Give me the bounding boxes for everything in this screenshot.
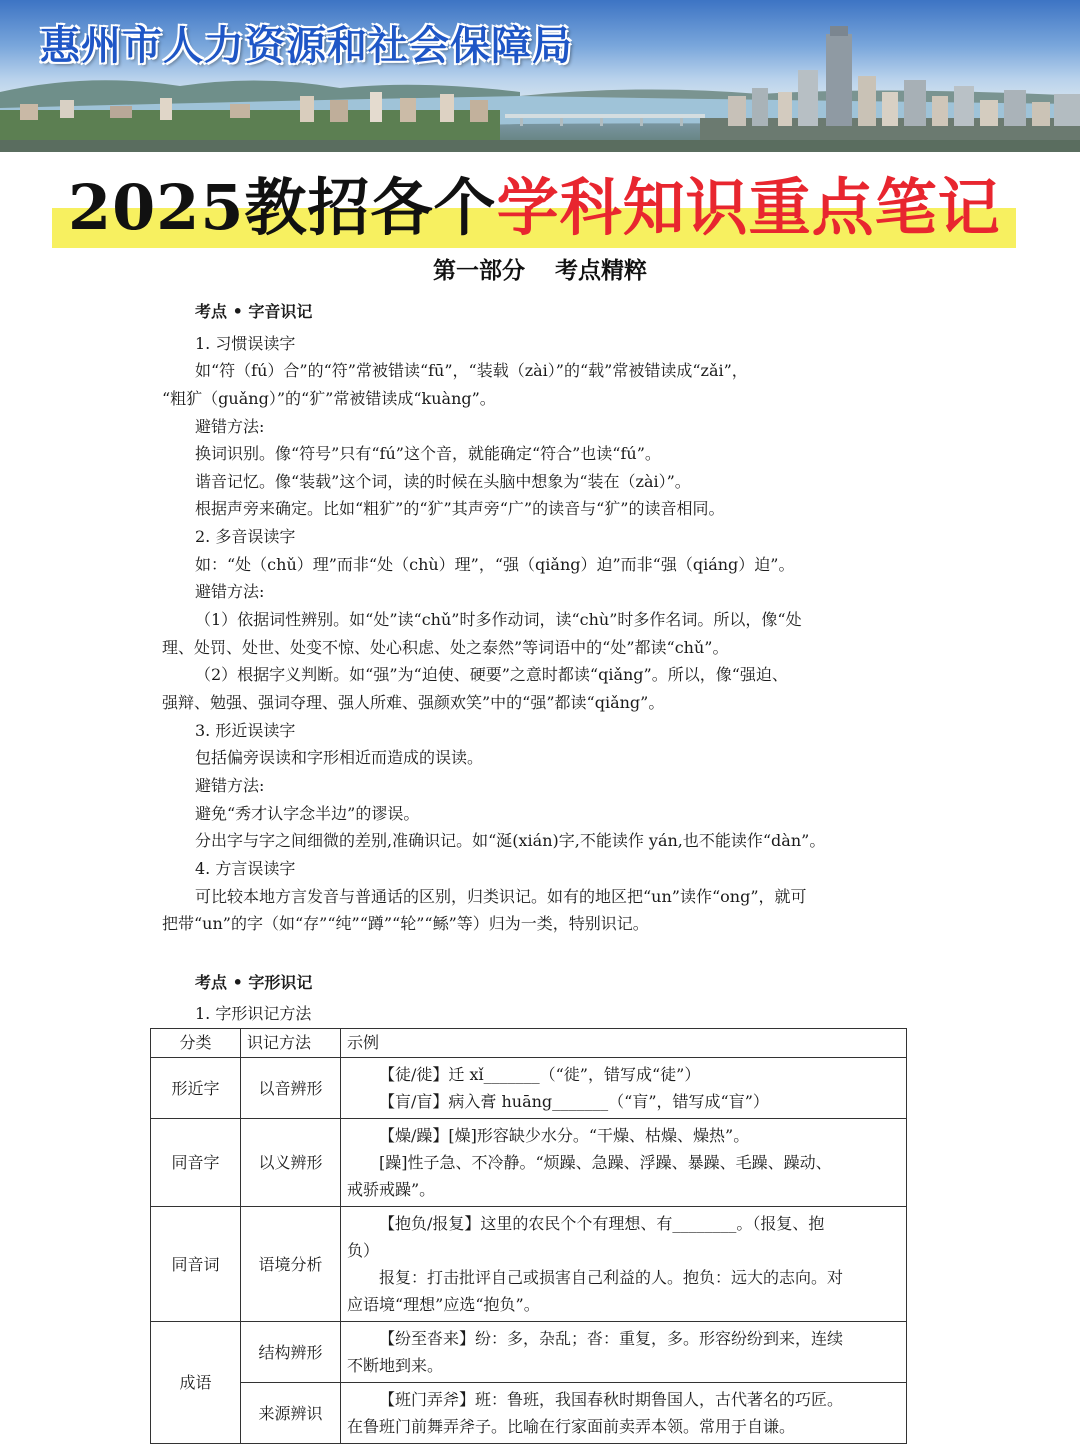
category-cell: 形近字 [151,1058,241,1119]
text-line: 理、处罚、处世、处变不惊、处心积虑、处之泰然”等词语中的“处”都读“chǔ”。 [162,638,729,657]
column-header: 分类 [151,1029,241,1058]
text-line: 包括偏旁误读和字形相近而造成的误读。 [195,748,484,767]
example-line: 【班门弄斧】班：鲁班，我国春秋时期鲁国人，古代著名的巧匠。 [379,1390,844,1409]
example-line: 在鲁班门前舞弄斧子。比喻在行家面前卖弄本领。常用于自谦。 [347,1417,796,1436]
method-cell: 语境分析 [241,1207,341,1322]
example-line: 应语境“理想”应选“抱负”。 [347,1295,540,1314]
text-line: “粗犷（guǎng）”的“犷”常被错读成“kuàng”。 [162,389,496,408]
table-caption: 1. 字形识记方法 [195,1004,312,1023]
example-cell [341,1119,907,1207]
section-heading: 考点 • 字音识记 [195,302,313,321]
category-cell: 成语 [151,1322,241,1444]
example-cell [341,1322,907,1383]
example-line: 报复：打击批评自己或损害自己利益的人。抱负：远大的志向。对 [379,1268,844,1287]
table-row [151,1322,907,1383]
text-line: 如“符（fú）合”的“符”常被错读“fū”，“装载（zài）”的“载”常被错读成“zǎi”， [195,361,748,380]
part-title [0,252,1080,285]
column-header: 识记方法 [241,1029,341,1058]
header-banner [0,0,1080,152]
section-heading: 考点 • 字形识记 [195,973,313,992]
example-line: 【纷至沓来】纷：多，杂乱；沓：重复，多。形容纷纷到来，连续 [379,1329,844,1348]
example-line: 【肓/盲】病入膏 huāng_______（“肓”，错写成“盲”） [379,1092,769,1111]
example-line: 【抱负/报复】这里的农民个个有理想、有________。（报复、抱 [379,1214,825,1233]
text-line: 谐音记忆。像“装载”这个词，读的时候在头脑中想象为“装在（zài）”。 [195,472,691,491]
table-row [151,1207,907,1322]
example-cell [341,1207,907,1322]
text-line: 如：“处（chǔ）理”而非“处（chù）理”，“强（qiǎng）迫”而非“强（qiáng）迫”。 [195,555,795,574]
text-line: （1）依据词性辨别。如“处”读“chǔ”时多作动词，读“chù”时多作名词。所以，像“处 [195,610,802,629]
text-line: 避免“秀才认字念半边”的谬误。 [195,804,420,823]
example-cell [341,1383,907,1444]
method-cell: 以义辨形 [241,1119,341,1207]
text-line: 2. 多音误读字 [195,527,296,546]
table-row [151,1383,907,1444]
text-line: 3. 形近误读字 [195,721,296,740]
method-cell: 以音辨形 [241,1058,341,1119]
text-line: 强辩、勉强、强词夺理、强人所难、强颜欢笑”中的“强”都读“qiǎng”。 [162,693,665,712]
table-header-row [151,1029,907,1058]
text-line: 可比较本地方言发音与普通话的区别，归类识记。如有的地区把“un”读作“ong”，就可 [195,887,807,906]
example-line: 负） [347,1241,380,1260]
text-line: 分出字与字之间细微的差别,准确识记。如“涎(xián)字,不能读作 yán,也不能读作“dàn”。 [195,831,826,850]
banner-title: 惠州市人力资源和社会保障局 [40,23,573,69]
text-line: 把带“un”的字（如“存”“纯”“蹲”“轮”“鲧”等）归为一类，特别识记。 [162,914,649,933]
part-name: 考点精粹 [555,258,647,284]
main-title-red: 学科知识重点笔记 [496,171,1001,244]
text-line: 避错方法: [195,582,265,601]
example-line: 戒骄戒躁”。 [347,1180,436,1199]
category-cell: 同音字 [151,1119,241,1207]
text-line: 避错方法: [195,417,265,436]
column-header: 示例 [341,1029,907,1058]
glyph-methods-table [150,1028,907,1444]
text-line: 换词识别。像“符号”只有“fú”这个音，就能确定“符合”也读“fú”。 [195,444,661,463]
text-line: 1. 习惯误读字 [195,334,296,353]
text-line: 4. 方言误读字 [195,859,296,878]
example-line: 【燥/躁】[燥]形容缺少水分。“干燥、枯燥、燥热”。 [379,1126,750,1145]
category-cell: 同音词 [151,1207,241,1322]
text-line: 根据声旁来确定。比如“粗犷”的“犷”其声旁“广”的读音与“犷”的读音相同。 [195,499,725,518]
text-line: （2）根据字义判断。如“强”为“迫使、硬要”之意时都读“qiǎng”。所以，像“强迫、 [195,665,788,684]
example-line: 【徒/徙】迁 xǐ_______（“徙”，错写成“徒”） [379,1065,701,1084]
part-label: 第一部分 [433,258,525,284]
example-line: [躁]性子急、不冷静。“烦躁、急躁、浮躁、暴躁、毛躁、躁动、 [379,1153,832,1172]
text-line: 避错方法: [195,776,265,795]
method-cell: 结构辨形 [241,1322,341,1383]
main-title-black: 2025教招各个 [68,171,497,244]
example-cell [341,1058,907,1119]
table-row [151,1119,907,1207]
method-cell: 来源辨识 [241,1383,341,1444]
main-title [68,168,1001,248]
table-row [151,1058,907,1119]
example-line: 不断地到来。 [347,1356,444,1375]
